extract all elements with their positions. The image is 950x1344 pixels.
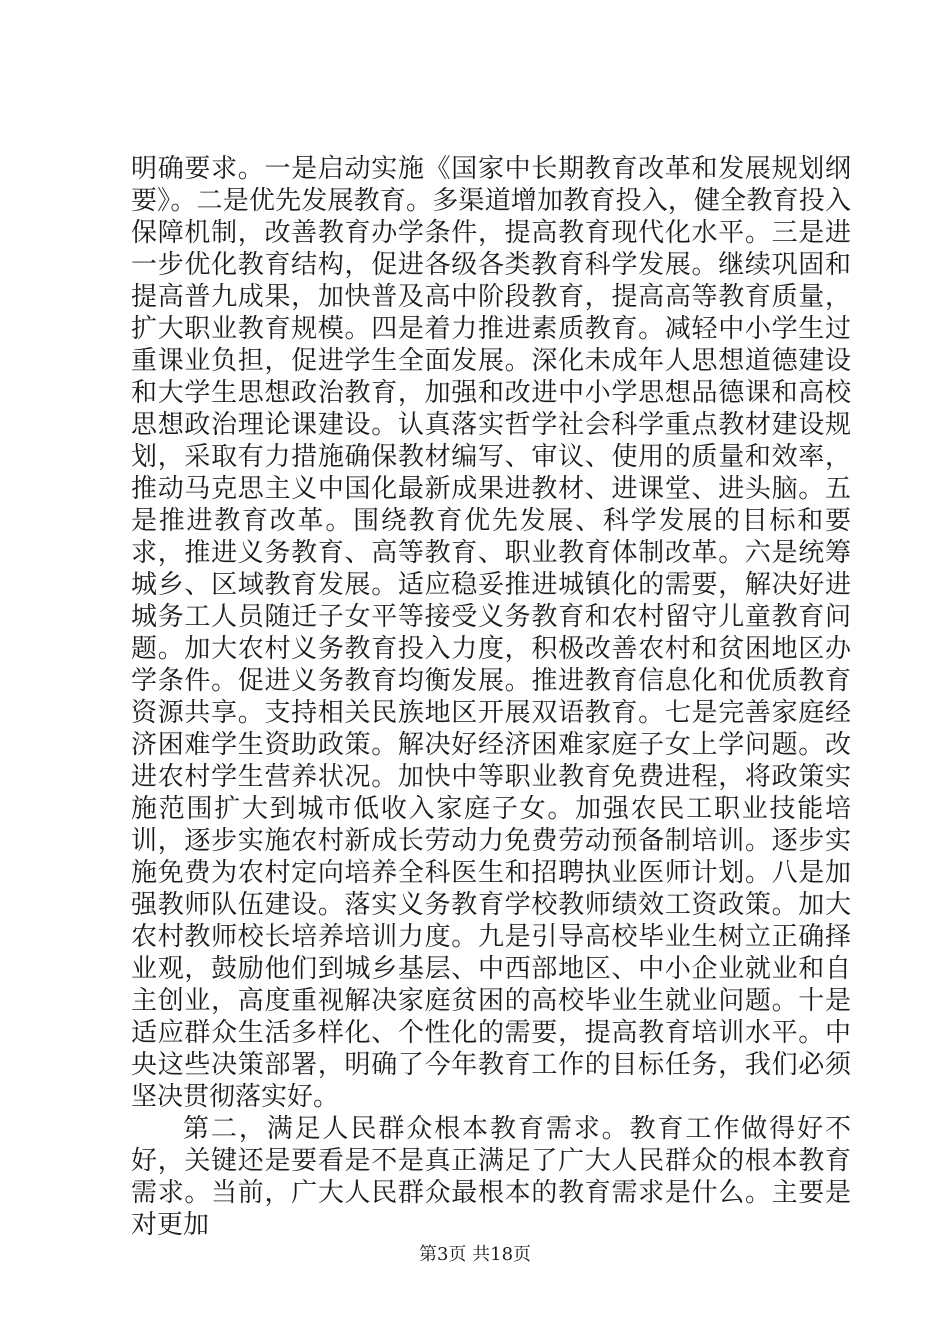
- body-text: [131, 153, 851, 1241]
- paragraph-2: 第二，满足人民群众根本教育需求。教育工作做得好不好，关键还是要看是不是真正满足了广大人民群众的根本教育需求。当前，广大人民群众最根本的教育需求是什么。主要是对更加: [131, 1114, 851, 1240]
- page-footer: 第3页 共18页: [418, 1244, 532, 1265]
- paragraph-1: 明确要求。一是启动实施《国家中长期教育改革和发展规划纲要》。二是优先发展教育。多渠道增加教育投入，健全教育投入保障机制，改善教育办学条件，提高教育现代化水平。三是进一步优化教育结构，促进各级各类教育科学发展。继续巩固和提高普九成果，加快普及高中阶段教育，提高高等教育质量，扩大职业教育规模。四是着力推进素质教育。减轻中小学生过重课业负担，促进学生全面发展。深化未成年人思想道德建设和大学生思想政治教育，加强和改进中小学思想品德课和高校思想政治理论课建设。认真落实哲学社会科学重点教材建设规划，采取有力措施确保教材编写、审议、使用的质量和效率，推动马克思主义中国化最新成果进教材、进课堂、进头脑。五是推进教育改革。围绕教育优先发展、科学发展的目标和要求，推进义务教育、高等教育、职业教育体制改革。六是统筹城乡、区域教育发展。适应稳妥推进城镇化的需要，解决好进城务工人员随迁子女平等接受义务教育和农村留守儿童教育问题。加大农村义务教育投入力度，积极改善农村和贫困地区办学条件。促进义务教育均衡发展。推进教育信息化和优质教育资源共享。支持相关民族地区开展双语教育。七是完善家庭经济困难学生资助政策。解决好经济困难家庭子女上学问题。改进农村学生营养状况。加快中等职业教育免费进程，将政策实施范围扩大到城市低收入家庭子女。加强农民工职业技能培训，逐步实施农村新成长劳动力免费劳动预备制培训。逐步实施免费为农村定向培养全科医生和招聘执业医师计划。八是加强教师队伍建设。落实义务教育学校教师绩效工资政策。加大农村教师校长培养培训力度。九是引导高校毕业生树立正确择业观，鼓励他们到城乡基层、中西部地区、中小企业就业和自主创业，高度重视解决家庭贫困的高校毕业生就业问题。十是适应群众生活多样化、个性化的需要，提高教育培训水平。中央这些决策部署，明确了今年教育工作的目标任务，我们必须坚决贯彻落实好。: [131, 154, 851, 1112]
